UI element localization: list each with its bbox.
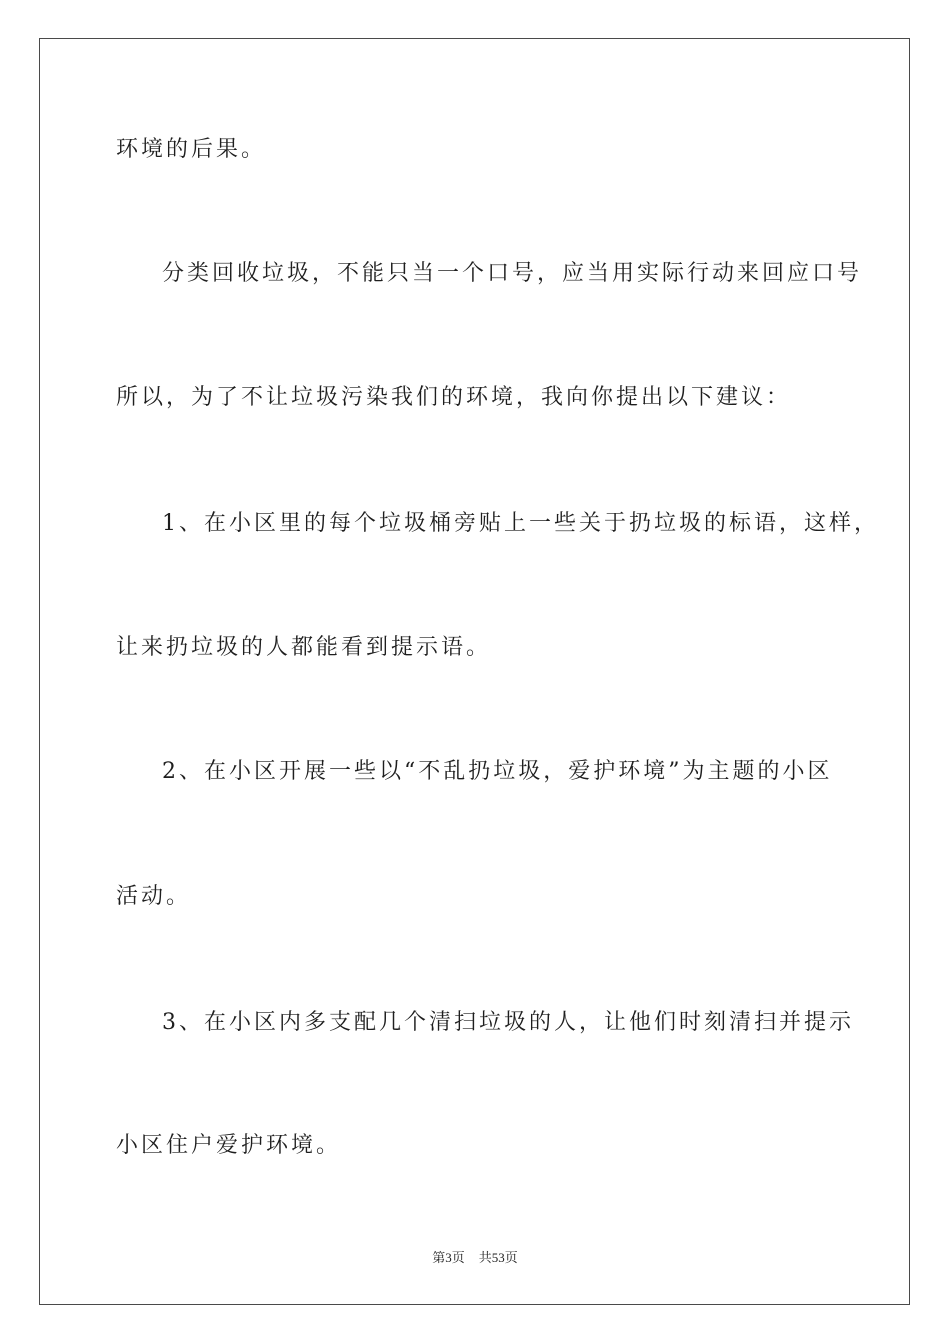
page-footer [0, 1247, 950, 1266]
text-line-1: 环境的后果。 [116, 137, 267, 162]
list-item-2-line-1: 2、在小区开展一些以“不乱扔垃圾，爱护环境”为主题的小区 [162, 759, 833, 784]
list-item-3-line-1: 3、在小区内多支配几个清扫垃圾的人，让他们时刻清扫并提示 [162, 1010, 854, 1035]
list-item-1-line-1: 1、在小区里的每个垃圾桶旁贴上一些关于扔垃圾的标语，这样， [162, 511, 879, 536]
page-total: 共53页 [478, 1250, 518, 1265]
list-item-3-line-2: 小区住户爱护环境。 [116, 1133, 342, 1158]
text-line-2: 所以，为了不让垃圾污染我们的环境，我向你提出以下建议： [116, 385, 792, 410]
page-number: 第3页 [432, 1250, 465, 1265]
list-item-2-line-2: 活动。 [116, 884, 192, 909]
paragraph-line-1: 分类回收垃圾，不能只当一个口号，应当用实际行动来回应口号 [162, 261, 863, 286]
list-item-1-line-2: 让来扔垃圾的人都能看到提示语。 [116, 635, 492, 660]
page-border [39, 38, 910, 1305]
